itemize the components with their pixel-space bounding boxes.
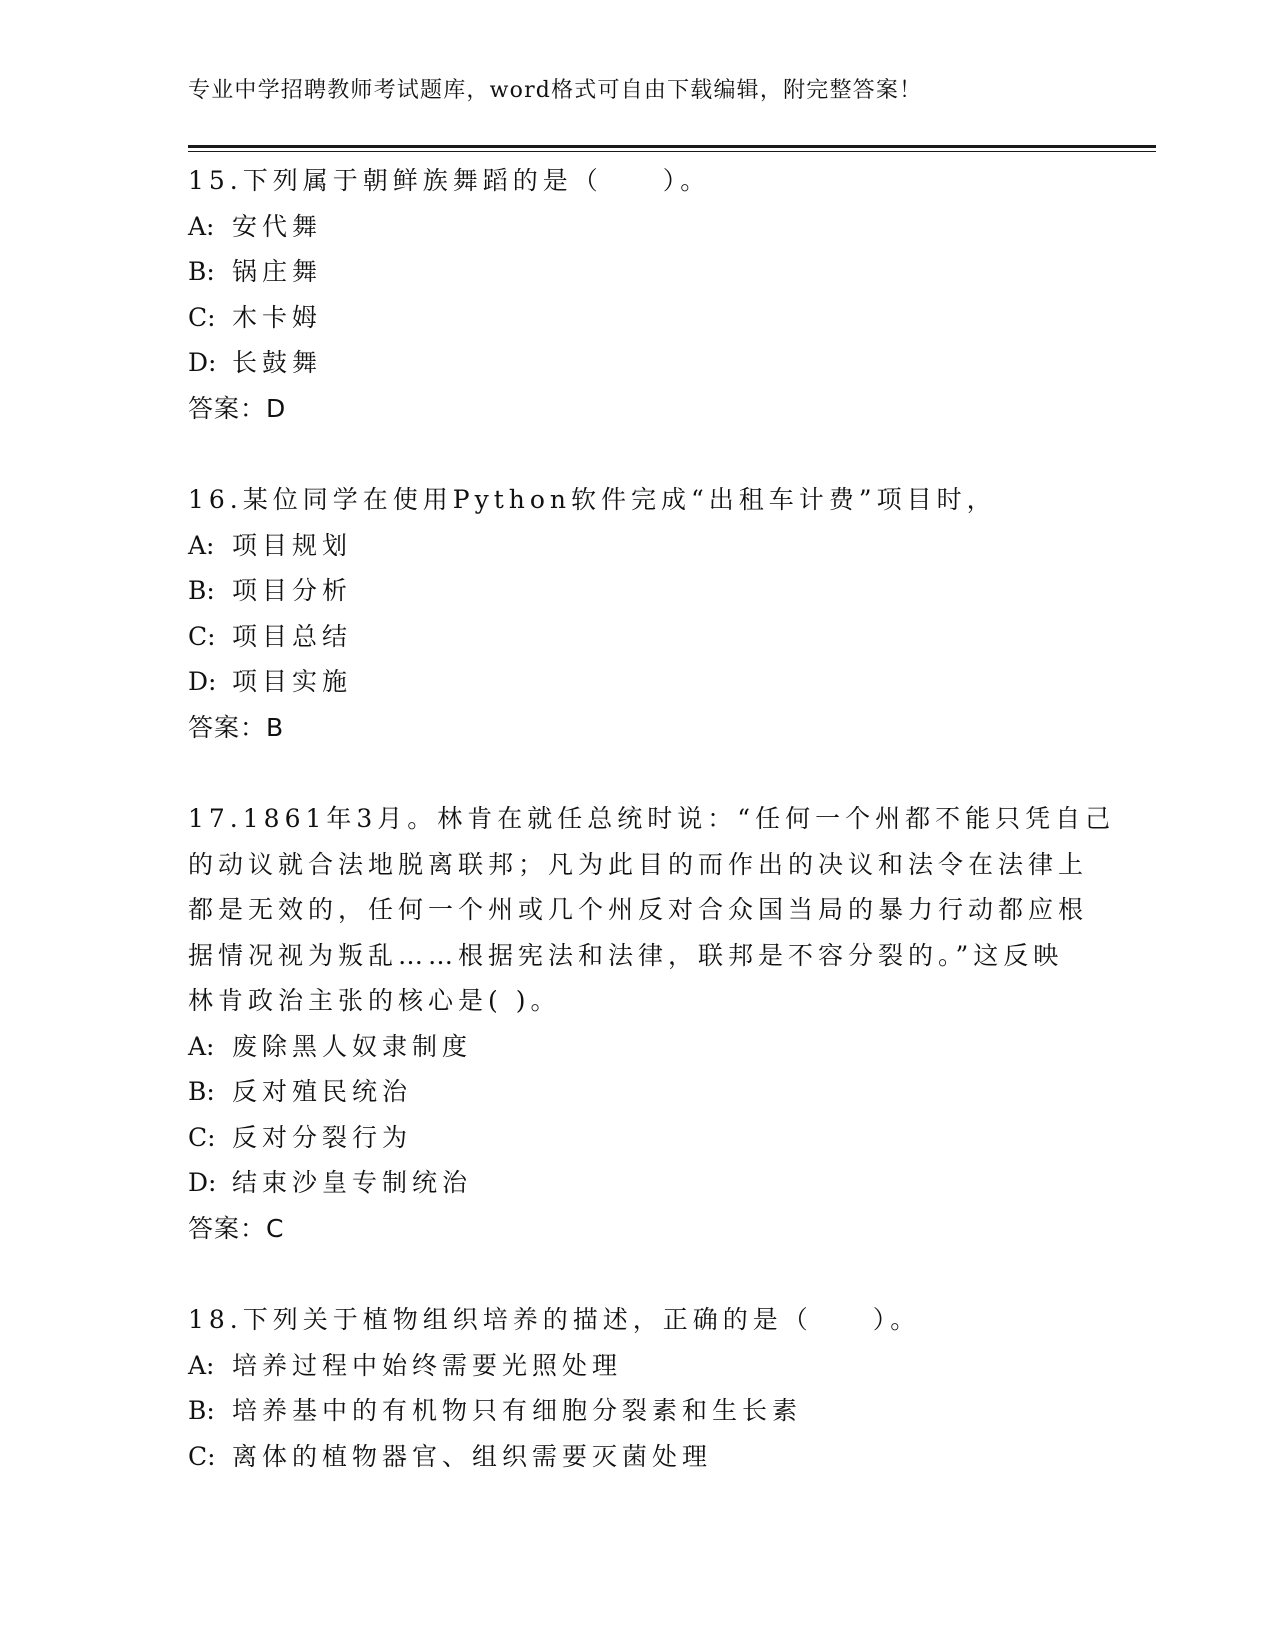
question-stem-line: 林肯政治主张的核心是( )。 <box>188 986 561 1015</box>
option-letter: B: <box>188 576 215 605</box>
option-text: 项目分析 <box>232 576 353 605</box>
option-letter: B: <box>188 1396 215 1425</box>
question-18 <box>188 1297 1088 1479</box>
header-rule-thin <box>188 151 1156 152</box>
option-d <box>188 1160 1088 1206</box>
answer-label: 答案：C <box>188 1213 285 1243</box>
option-letter: D: <box>188 1168 217 1197</box>
question-stem: 18.下列关于植物组织培养的描述，正确的是（ ）。 <box>188 1305 921 1334</box>
question-stem: 15.下列属于朝鲜族舞蹈的是（ ）。 <box>188 166 711 195</box>
option-c <box>188 295 1088 341</box>
option-letter: B: <box>188 1077 215 1106</box>
option-text: 结束沙皇专制统治 <box>232 1168 473 1197</box>
option-a <box>188 1343 1088 1389</box>
option-letter: D: <box>188 348 217 377</box>
option-letter: A: <box>188 211 215 241</box>
option-letter: A: <box>188 1350 215 1380</box>
option-b <box>188 568 1088 614</box>
option-letter: C: <box>188 302 216 332</box>
option-text: 反对分裂行为 <box>232 1122 413 1152</box>
option-text: 锅庄舞 <box>232 257 323 286</box>
question-17 <box>188 796 1116 1251</box>
option-b <box>188 1388 1088 1434</box>
option-text: 离体的植物器官、组织需要灭菌处理 <box>232 1441 713 1471</box>
option-d <box>188 340 1088 386</box>
question-list <box>188 158 1116 1525</box>
page-header: 专业中学招聘教师考试题库，word格式可自由下载编辑，附完整答案！ <box>188 78 923 103</box>
option-text: 项目实施 <box>232 667 353 696</box>
option-a <box>188 523 1088 569</box>
question-stem-line: 都是无效的，任何一个州或几个州反对合众国当局的暴力行动都应根 <box>188 895 1089 924</box>
option-d <box>188 659 1088 705</box>
option-text: 培养基中的有机物只有细胞分裂素和生长素 <box>232 1396 803 1425</box>
option-a <box>188 1024 1088 1070</box>
option-text: 培养过程中始终需要光照处理 <box>232 1350 623 1380</box>
option-text: 废除黑人奴隶制度 <box>232 1031 473 1061</box>
option-text: 长鼓舞 <box>232 348 323 377</box>
option-c <box>188 1434 1088 1480</box>
question-stem: 16.某位同学在使用Python软件完成“出租车计费”项目时， <box>188 485 997 514</box>
question-stem-line: 17.1861年3月。林肯在就任总统时说：“任何一个州都不能只凭自己 <box>188 804 1116 833</box>
option-letter: D: <box>188 667 217 696</box>
option-letter: C: <box>188 1122 216 1152</box>
question-stem-line: 据情况视为叛乱……根据宪法和法律，联邦是不容分裂的。”这反映 <box>188 940 1064 970</box>
option-text: 反对殖民统治 <box>232 1077 413 1106</box>
option-text: 项目规划 <box>232 530 353 560</box>
question-16 <box>188 477 1088 750</box>
option-text: 项目总结 <box>232 621 353 651</box>
header-rule-thick <box>188 145 1156 148</box>
option-text: 木卡姆 <box>232 302 323 332</box>
option-c <box>188 614 1088 660</box>
question-stem-line: 的动议就合法地脱离联邦；凡为此目的而作出的决议和法令在法律上 <box>188 849 1089 879</box>
option-letter: B: <box>188 257 215 286</box>
option-text: 安代舞 <box>232 211 323 241</box>
option-a <box>188 204 1088 250</box>
option-letter: A: <box>188 1031 215 1061</box>
option-letter: C: <box>188 621 216 651</box>
option-letter: A: <box>188 530 215 560</box>
answer-label: 答案：D <box>188 393 287 423</box>
option-letter: C: <box>188 1441 216 1471</box>
option-c <box>188 1115 1088 1161</box>
question-15 <box>188 158 1088 431</box>
answer-label: 答案：B <box>188 712 285 742</box>
option-b <box>188 249 1088 295</box>
option-b <box>188 1069 1088 1115</box>
